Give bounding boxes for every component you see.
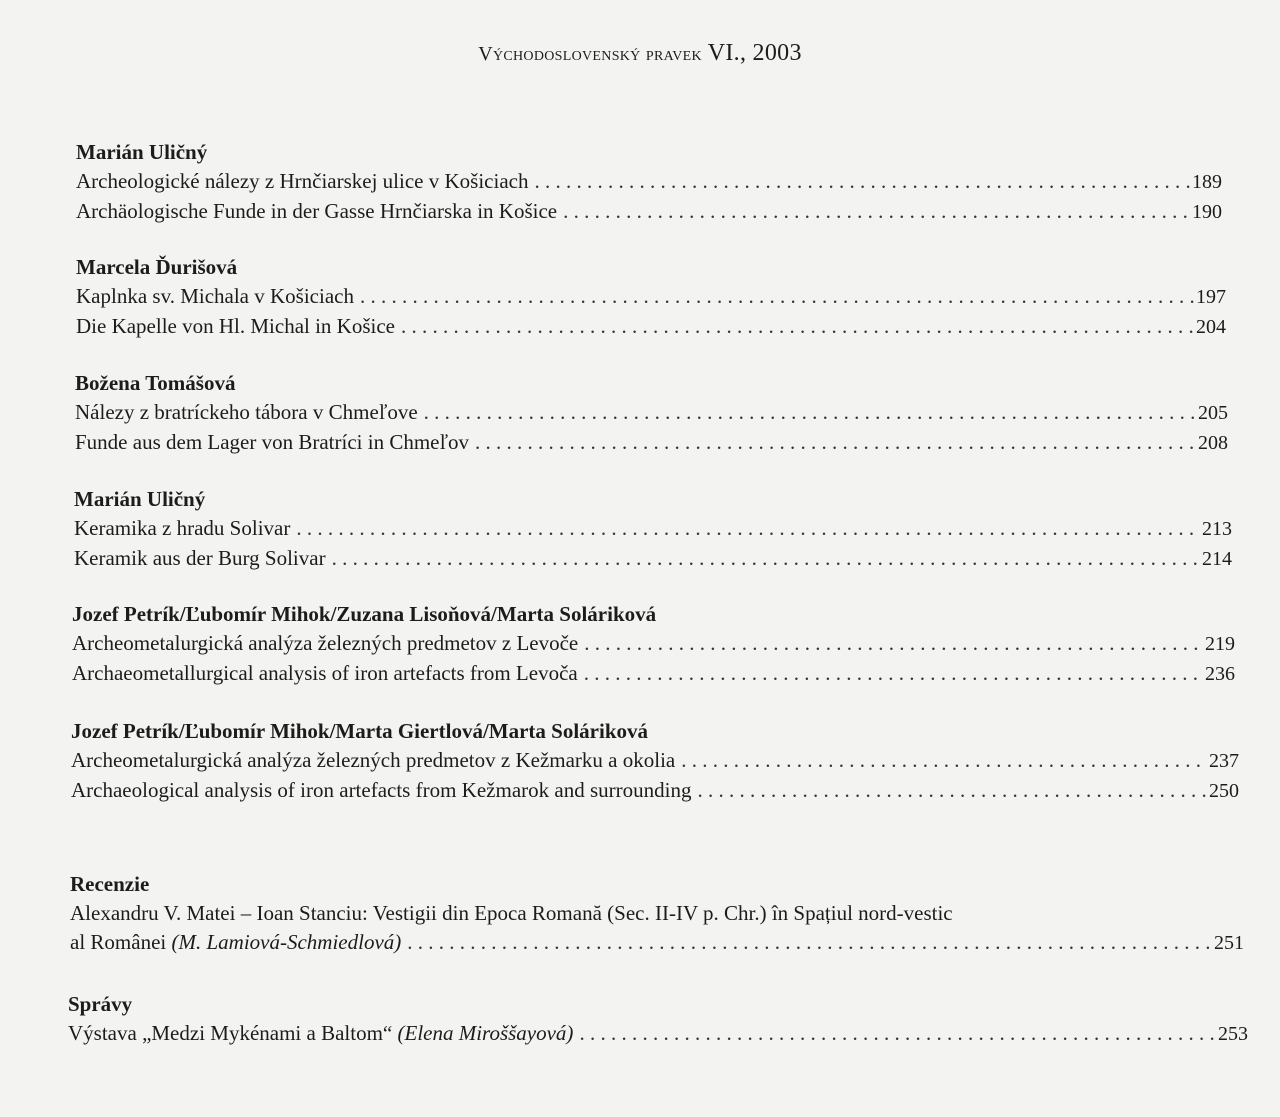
toc-entry (76, 138, 1222, 227)
toc-line[interactable] (72, 659, 1235, 689)
review-title-end: al Românei (70, 930, 167, 954)
toc-line[interactable] (76, 312, 1226, 342)
report-author: (Elena Miroššayová) (397, 1021, 574, 1045)
series-title: Východoslovenský pravek (478, 43, 702, 65)
page-number: 204 (1196, 316, 1226, 338)
toc-line[interactable] (75, 398, 1228, 428)
author-name: Marián Uličný (74, 487, 206, 511)
page-number: 237 (1209, 750, 1239, 772)
section-heading: Recenzie (70, 872, 150, 896)
leader-dots (360, 282, 1194, 311)
page-number: 214 (1202, 548, 1232, 570)
toc-entry (72, 600, 1235, 689)
article-title: Kaplnka sv. Michala v Košiciach (76, 284, 354, 308)
toc-line[interactable] (74, 514, 1232, 544)
toc-line[interactable] (71, 746, 1239, 776)
article-title: Nálezy z bratríckeho tábora v Chmeľove (75, 400, 418, 424)
article-title: Archäologische Funde in der Gasse Hrnčiarska in Košice (76, 199, 558, 223)
article-title: Archeometalurgická analýza železných predmetov z Levoče (72, 631, 579, 655)
page-number: 236 (1205, 663, 1235, 685)
review-title-line[interactable]: Alexandru V. Matei – Ioan Stanciu: Vestigii din Epoca Romană (Sec. II-IV p. Chr.) în Spațiul nord-vestic (70, 901, 953, 925)
author-name: Marcela Ďurišová (76, 255, 238, 279)
review-title-continuation (70, 928, 407, 957)
toc-line[interactable] (68, 1019, 1248, 1049)
page-number: 189 (1192, 171, 1222, 193)
toc-entry (76, 253, 1226, 342)
toc-line[interactable] (76, 197, 1222, 227)
article-title: Archeometalurgická analýza železných predmetov z Kežmarku a okolia (71, 748, 676, 772)
article-title: Funde aus dem Lager von Bratríci in Chmeľov (75, 430, 470, 454)
reviews-section (70, 870, 1244, 958)
article-title: Archaeological analysis of iron artefacts from Kežmarok and surrounding (71, 778, 692, 802)
leader-dots (475, 428, 1196, 457)
article-title: Archeologické nálezy z Hrnčiarskej ulice v Košiciach (76, 169, 529, 193)
page-number: 190 (1192, 201, 1222, 223)
page-number: 208 (1198, 432, 1228, 454)
leader-dots (563, 197, 1190, 226)
reviewer-name: (M. Lamiová-Schmiedlová) (171, 930, 402, 954)
toc-entry (71, 717, 1239, 806)
toc-line[interactable] (70, 928, 1244, 958)
leader-dots (681, 746, 1207, 775)
toc-line[interactable] (76, 167, 1222, 197)
reports-section (68, 990, 1248, 1049)
toc-entry (74, 485, 1232, 574)
section-heading: Správy (68, 992, 133, 1016)
toc-line[interactable] (72, 629, 1235, 659)
article-title: Keramika z hradu Solivar (74, 516, 291, 540)
leader-dots (407, 928, 1212, 957)
leader-dots (401, 312, 1194, 341)
toc-line[interactable] (75, 428, 1228, 458)
leader-dots (296, 514, 1200, 543)
leader-dots (332, 544, 1200, 573)
leader-dots (534, 167, 1190, 196)
page-number: 219 (1205, 633, 1235, 655)
report-title-wrap (68, 1019, 579, 1048)
toc-line[interactable] (71, 776, 1239, 806)
toc-line[interactable] (74, 544, 1232, 574)
article-title: Keramik aus der Burg Solivar (74, 546, 326, 570)
toc-entry (75, 369, 1228, 458)
leader-dots (584, 629, 1203, 658)
leader-dots (579, 1019, 1216, 1048)
author-name: Jozef Petrík/Ľubomír Mihok/Marta Giertlová/Marta Soláriková (71, 719, 649, 743)
leader-dots (424, 398, 1196, 427)
toc-line[interactable] (76, 282, 1226, 312)
page-header (0, 40, 1280, 67)
page-number: 213 (1202, 518, 1232, 540)
page-number: 205 (1198, 402, 1228, 424)
page-number: 197 (1196, 286, 1226, 308)
volume-label: VI., 2003 (707, 40, 802, 66)
page-number: 251 (1214, 932, 1244, 954)
author-name: Božena Tomášová (75, 371, 236, 395)
author-name: Marián Uličný (76, 140, 208, 164)
article-title: Archaeometallurgical analysis of iron artefacts from Levoča (72, 661, 578, 685)
article-title: Die Kapelle von Hl. Michal in Košice (76, 314, 395, 338)
report-title: Výstava „Medzi Mykénami a Baltom“ (68, 1021, 393, 1045)
leader-dots (584, 659, 1203, 688)
author-name: Jozef Petrík/Ľubomír Mihok/Zuzana Lisoňová/Marta Soláriková (72, 602, 657, 626)
page-number: 253 (1218, 1023, 1248, 1045)
page-number: 250 (1209, 780, 1239, 802)
leader-dots (697, 776, 1207, 805)
